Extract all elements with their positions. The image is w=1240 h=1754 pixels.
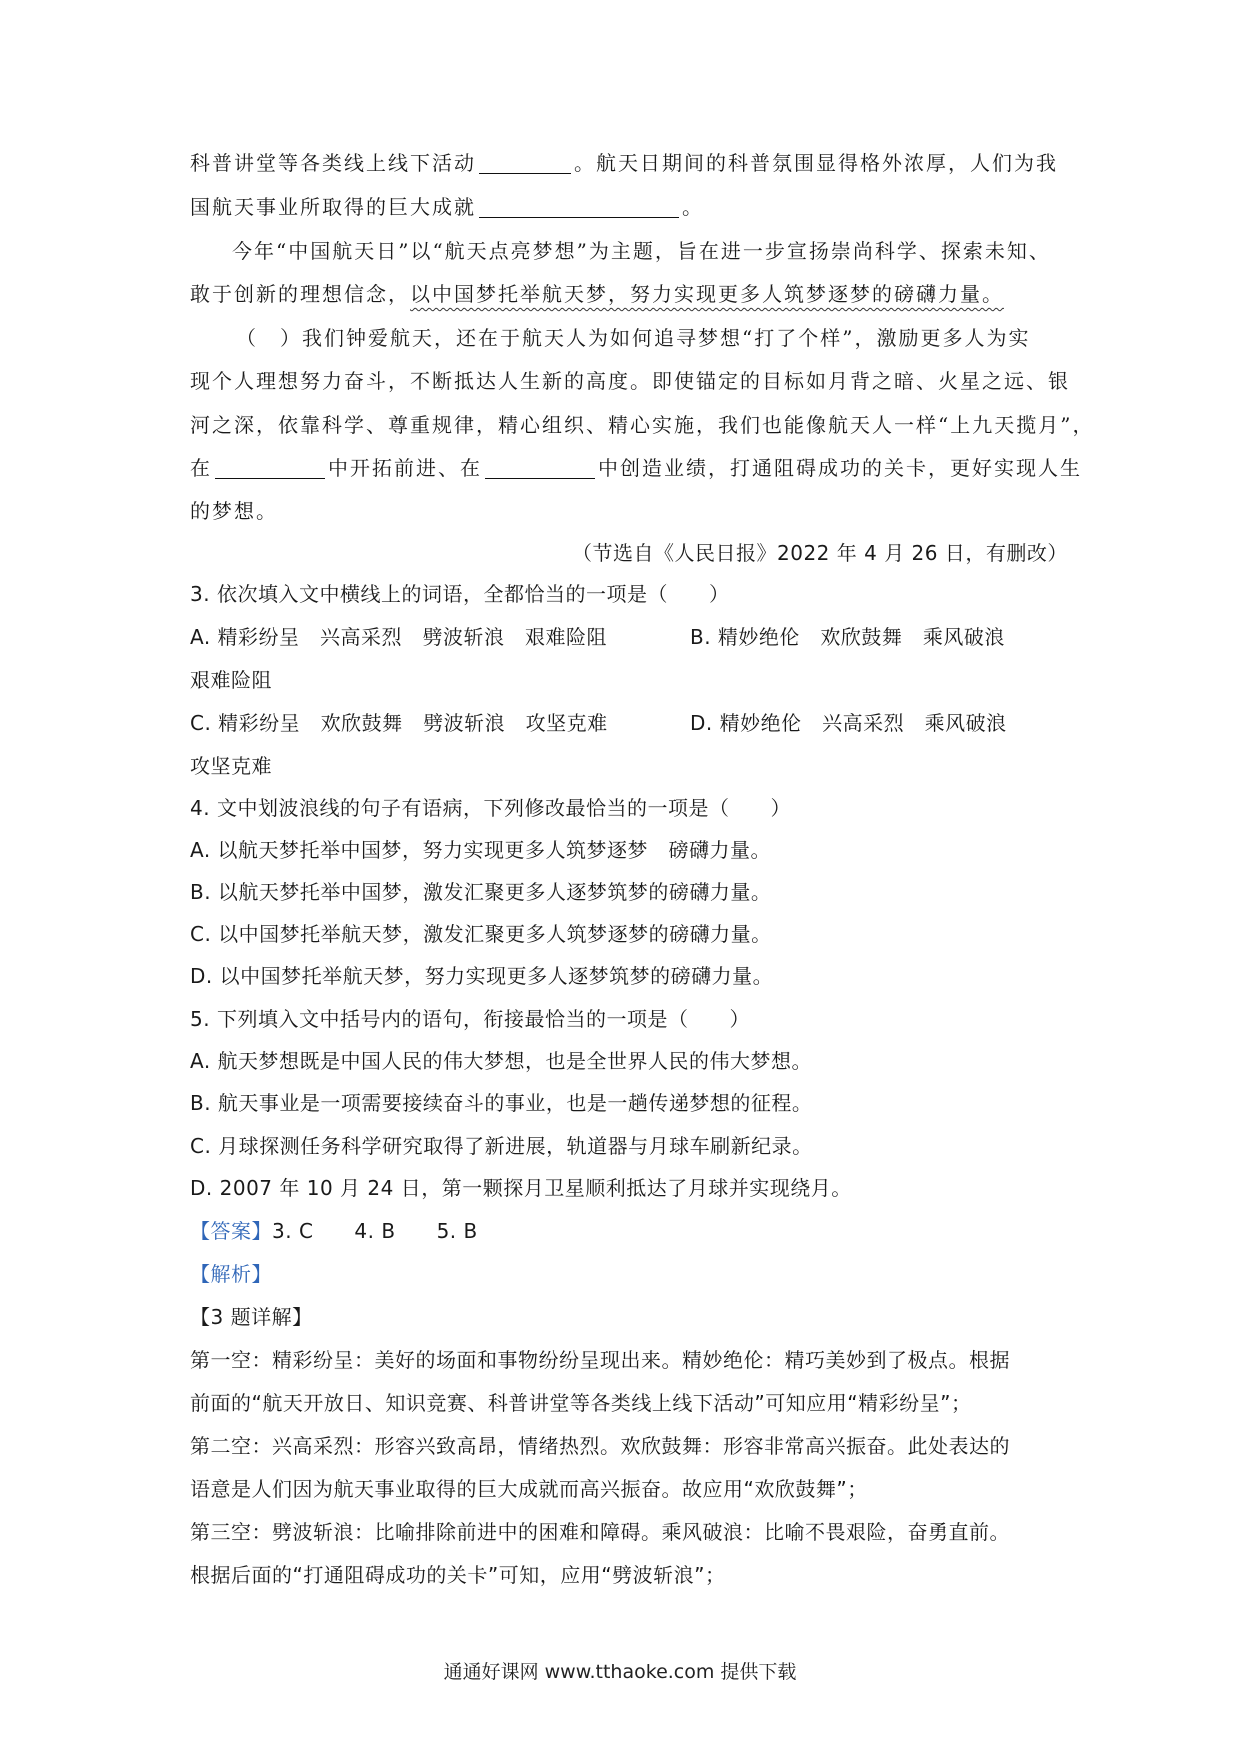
explanation-line: 第三空：劈波斩浪：比喻排除前进中的困难和障碍。乘风破浪：比喻不畏艰险，奋勇直前。 <box>190 1520 1010 1544</box>
source-citation: （节选自《人民日报》2022 年 4 月 26 日，有删改） <box>572 541 1068 565</box>
passage-line: 科普讲堂等各类线上线下活动 。航天日期间的科普氛围显得格外浓厚，人们为我 <box>190 151 1058 175</box>
question-3-stem: 3. 依次填入文中横线上的词语，全都恰当的一项是（ ） <box>190 582 730 606</box>
passage-line: 国航天事业所取得的巨大成就 。 <box>190 195 704 219</box>
fill-blank <box>485 456 595 479</box>
analysis-tag: 【解析】 <box>190 1262 272 1286</box>
option-a: A. 以航天梦托举中国梦，努力实现更多人筑梦逐梦 磅礴力量。 <box>190 838 772 862</box>
option-d-continued: 攻坚克难 <box>190 754 272 778</box>
option-d: D. 2007 年 10 月 24 日，第一颗探月卫星顺利抵达了月球并实现绕月。 <box>190 1176 852 1200</box>
answer-tag: 【答案】 <box>190 1219 272 1243</box>
option-c: C. 以中国梦托举航天梦，激发汇聚更多人筑梦逐梦的磅礴力量。 <box>190 922 772 946</box>
passage-line: 在 中开拓前进、在 中创造业绩，打通阻碍成功的关卡，更好实现人生 <box>190 456 1082 480</box>
fill-blank <box>479 195 679 218</box>
explanation-line: 第一空：精彩纷呈：美好的场面和事物纷纷呈现出来。精妙绝伦：精巧美妙到了极点。根据 <box>190 1348 1010 1372</box>
passage-line: （ ）我们钟爱航天，还在于航天人为如何追寻梦想“打了个样”，激励更多人为实 <box>236 326 1031 350</box>
explanation-line: 根据后面的“打通阻碍成功的关卡”可知，应用“劈波斩浪”； <box>190 1563 726 1587</box>
explanation-line: 前面的“航天开放日、知识竞赛、科普讲堂等各类线上线下活动”可知应用“精彩纷呈”； <box>190 1391 972 1415</box>
question-4-stem: 4. 文中划波浪线的句子有语病，下列修改最恰当的一项是（ ） <box>190 796 791 820</box>
detail-title: 【3 题详解】 <box>190 1305 313 1329</box>
fill-blank <box>479 151 571 174</box>
wavy-underlined-sentence: 以中国梦托举航天梦，努力实现更多人筑梦逐梦的磅礴力量。 <box>410 282 1004 306</box>
explanation-line: 语意是人们因为航天事业取得的巨大成就而高兴振奋。故应用“欢欣鼓舞”； <box>190 1477 868 1501</box>
fill-blank <box>215 456 325 479</box>
option-a: A. 精彩纷呈 兴高采烈 劈波斩浪 艰难险阻 <box>190 625 608 649</box>
passage-line: 敢于创新的理想信念，以中国梦托举航天梦，努力实现更多人筑梦逐梦的磅礴力量。 <box>190 282 1004 306</box>
option-d: D. 精妙绝伦 兴高采烈 乘风破浪 <box>690 711 1007 735</box>
question-5-stem: 5. 下列填入文中括号内的语句，衔接最恰当的一项是（ ） <box>190 1007 750 1031</box>
question-3-options-row <box>190 708 1007 738</box>
passage-line: 河之深，依靠科学、尊重规律，精心组织、精心实施，我们也能像航天人一样“上九天揽月”， <box>190 413 1095 437</box>
option-b-continued: 艰难险阻 <box>190 668 272 692</box>
explanation-line: 第二空：兴高采烈：形容兴致高昂，情绪热烈。欢欣鼓舞：形容非常高兴振奋。此处表达的 <box>190 1434 1010 1458</box>
page-footer: 通通好课网 www.tthaoke.com 提供下载 <box>443 1661 797 1683</box>
passage-line: 的梦想。 <box>190 499 278 523</box>
option-c: C. 月球探测任务科学研究取得了新进展，轨道器与月球车刷新纪录。 <box>190 1134 813 1158</box>
answer-text: 3. C 4. B 5. B <box>272 1219 478 1243</box>
option-b: B. 精妙绝伦 欢欣鼓舞 乘风破浪 <box>690 625 1005 649</box>
option-b: B. 航天事业是一项需要接续奋斗的事业，也是一趟传递梦想的征程。 <box>190 1091 813 1115</box>
passage-line: 今年“中国航天日”以“航天点亮梦想”为主题，旨在进一步宣扬崇尚科学、探索未知、 <box>232 239 1051 263</box>
passage-line: 现个人理想努力奋斗，不断抵达人生新的高度。即使锚定的目标如月背之暗、火星之远、银 <box>190 369 1070 393</box>
question-3-options-row <box>190 622 1005 652</box>
option-a: A. 航天梦想既是中国人民的伟大梦想，也是全世界人民的伟大梦想。 <box>190 1049 813 1073</box>
option-b: B. 以航天梦托举中国梦，激发汇聚更多人逐梦筑梦的磅礴力量。 <box>190 880 772 904</box>
option-c: C. 精彩纷呈 欢欣鼓舞 劈波斩浪 攻坚克难 <box>190 711 608 735</box>
option-d: D. 以中国梦托举航天梦，努力实现更多人逐梦筑梦的磅礴力量。 <box>190 964 774 988</box>
answer-line <box>190 1216 478 1246</box>
